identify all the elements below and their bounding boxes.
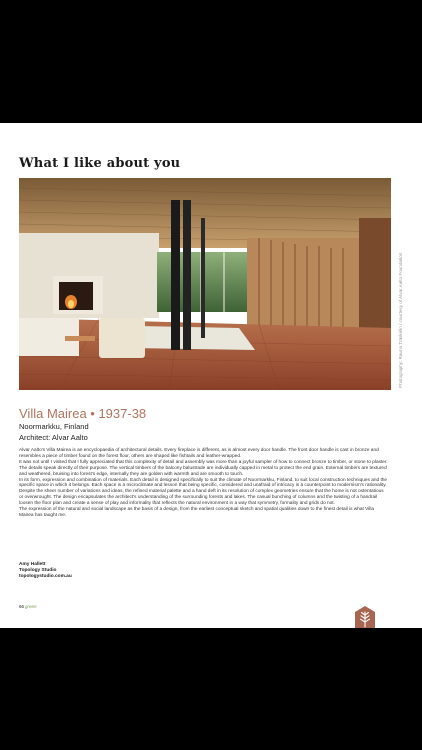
project-location: Noormarkku, Finland <box>19 422 89 431</box>
project-architect: Architect: Alvar Aalto <box>19 433 88 442</box>
page-folio <box>19 604 37 609</box>
column-heading: What I like about you <box>19 156 181 171</box>
author-block <box>19 562 72 580</box>
interior-photo-illustration <box>19 178 391 390</box>
article-body <box>19 448 389 519</box>
magazine-page <box>0 123 422 628</box>
paragraph: Despite the sheer number of variations and ideas, the refined material palette and a hand deft in its resolution of complex geometries ensure that the home is not ostentatious or overwrought. The design encapsulates the architect's understanding of the surrounding forests and lakes. The casual bunching of columns and the twisting of a handrail loosen the floor plan and create a sense of play and informality that reflects the natural environment in a way that symmetry, formality and grids do not. <box>19 489 384 507</box>
author-studio: Topology Studio <box>19 568 57 573</box>
photo-credit: Photography: Rauno Träskelin / courtesy of Alvar Aalto Foundation <box>398 252 403 388</box>
magazine-name: green <box>25 604 37 609</box>
paragraph: In its form, expression and combination of materials. Each detail is designed specifically to suit the climate of Noormarkku, Finland, to suit local construction techniques and the specific space in which it belongs. Each space is a microclimate and lesson that being specific, considered and unafraid of intricacy is a counterpoint to modernism's rationality. <box>19 477 388 489</box>
project-title: Villa Mairea • 1937-38 <box>19 406 147 421</box>
author-website: topologystudio.com.au <box>19 574 72 579</box>
author-name: Amy Hallett <box>19 562 46 567</box>
paragraph: The expression of the natural and social landscape as the basis of a design, from the earliest conceptual sketch and spatial qualities down to the finest detail is what Villa Mairea has taught me. <box>19 507 375 518</box>
villa-mairea-interior-photo <box>19 178 391 390</box>
paragraph: It was not until I visited that I fully appreciated that this complexity of detail and assembly was more than a joyful sampler of how to connect bronze to timber, or stone to plaster. The details speak directly of their purpose. The vertical timbers of the balcony balustrade are individually capped in metal to protect the end grain. External timbers are textured and weathered, bruising into forest's edge, internally they are golden with warmth and are smooth to touch. <box>19 459 388 477</box>
leaf-badge-icon <box>355 606 375 628</box>
page-number: 66 <box>19 604 25 609</box>
paragraph: Alvar Aalto's Villa Mairea is an encyclopaedia of architectural details. Every fireplace is different, as is almost every door handle. The front door handle is cast in bronze and resembles a piece of timber found on the forest floor, others are shaped like fishtails and leather-wrapped. <box>19 448 379 459</box>
